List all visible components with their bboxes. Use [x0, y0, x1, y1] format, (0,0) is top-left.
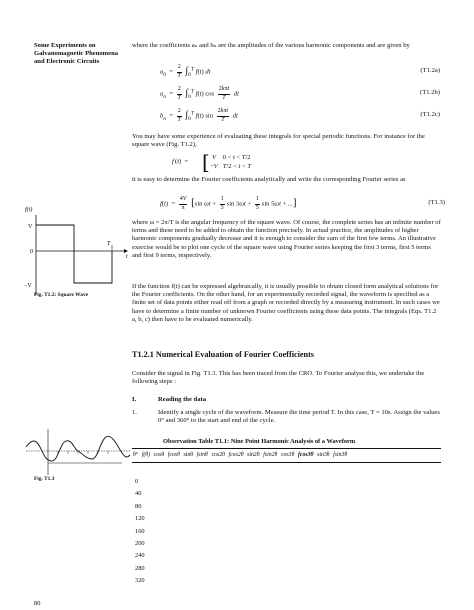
eqno-t12c: (T1.2c) [420, 111, 440, 118]
eqno-t12a: (T1.2a) [420, 67, 440, 74]
omega-paragraph: where ω = 2π/T is the angular frequency of the square wave. Of course, the complete series has an infinite number of terms and these need to be added to obtain the function precisely. In actual practice, the amplitudes of higher harmonic components gradually decrease and it is enough to consider the sum of the first few terms. An illustrative exercise would be to plot one cycle of the square wave using Fourier series keeping the first 3 terms, first 5 terms and first 9 terms, respectively. [132, 219, 441, 259]
integrals-paragraph: You may have some experience of evaluating these integrals for special periodic functions. For instance for the square wave (Fig. T1.2), [132, 133, 425, 149]
square-wave-figure [22, 205, 132, 325]
table-header-cell: fsinθ [196, 452, 208, 458]
step-number: I. [132, 396, 137, 403]
step-title: Reading the data [158, 396, 206, 403]
table-header-rule [132, 462, 441, 463]
equation-bn: $b_n$ = $\frac{2}{T}$ $\int_0^T$ f(t) sin $\frac{\text{2kπt}}{T}$ dt (T1.2c) [160, 108, 440, 123]
equation-piecewise: f (t) = [ V 0 < t < T/2 −V T/2 < t < T [172, 150, 252, 174]
sq-t-period-label: T [107, 241, 111, 247]
table-header-cell: cos2θ [211, 452, 225, 458]
table-header-row [132, 452, 350, 459]
sq-v-label: V [28, 224, 33, 230]
sq-zero-label: 0 [30, 249, 33, 255]
table-row: 200 [135, 540, 145, 547]
table-header-cell: fcos2θ [228, 452, 244, 458]
table-title: Observation Table T1.1: Nine Point Harmonic Analysis of a Waveform [163, 438, 356, 445]
fig-t12-caption: Fig. T1.2: Square Wave [34, 292, 89, 298]
sq-t-axis-label: t [126, 254, 128, 260]
table-header-cell: f(θ) [141, 452, 151, 458]
page-number: 80 [34, 600, 41, 607]
table-row: 240 [135, 552, 145, 560]
table-top-rule [132, 448, 441, 449]
sq-f-label: f(t) [25, 207, 33, 213]
table-header-cell: sinθ [183, 452, 194, 458]
table-row: 40 [135, 490, 142, 498]
intro-paragraph: where the coefficients aₙ and bₙ are the amplitudes of the various harmonic components and are given by [132, 42, 410, 49]
equation-a0: $a_0$ = $\frac{2}{T}$ $\int_0^T$ f(t) dt (T1.2a) [160, 64, 440, 79]
easy-paragraph: it is easy to determine the Fourier coefficients analytically and write the corresponding Fourier series as [132, 176, 406, 183]
sidebar-chapter-title: Some Experiments on Galvanomagnetic Phenomena and Electronic Circuits [34, 42, 119, 66]
table-row: 280 [135, 564, 145, 572]
equation-series: f(t) = $\frac{4V}{\pi}$ [sin ωt + $\frac{1}{3}$ sin 3ωt + $\frac{1}{5}$ sin 5ωt + ...] (T1.3) [160, 196, 445, 211]
table-header-cell: fcos3θ [297, 452, 314, 458]
equation-an: $a_n$ = $\frac{2}{T}$ $\int_0^T$ f(t) cos $\frac{\text{2kπt}}{T}$ dt (T1.2b) [160, 86, 440, 101]
table-row: 160 [135, 527, 145, 535]
table-row: 0 [135, 478, 139, 485]
table-header-cell: θ° [133, 452, 139, 458]
eqno-t13: (T1.3) [428, 199, 445, 206]
table-header-cell: fsin3θ [333, 452, 348, 458]
item-number: 1. [132, 409, 137, 416]
table-header-cell: fsin2θ [263, 452, 278, 458]
closed-form-paragraph: If the function f(t) can be expressed algebraically, it is usually possible to obtain closed form analytical solutions for the Fourier coefficients. On the other hand, for an experimentally recorded signal, the waveform is specified as a finite set of data points either read off from a graph or recorded directly by a measuring instrument. In such cases we have to determine a finite number of unknown Fourier coefficients using these data points. The integrals (Eqs. T1.2 a, b, c) then have to be evaluated numerically. [132, 283, 440, 323]
sq-negv-label: −V [24, 283, 32, 289]
table-row: 320 [135, 577, 145, 585]
table-header-cell: cos3θ [280, 452, 295, 458]
section-heading: T1.2.1 Numerical Evaluation of Fourier Coefficients [132, 350, 314, 359]
table-header-cell: cosθ [153, 452, 165, 458]
eqno-t12b: (T1.2b) [420, 89, 440, 96]
table-header-cell: fcosθ [167, 452, 180, 458]
observation-table [132, 452, 350, 459]
table-row: 120 [135, 515, 145, 523]
fig-t13-caption: Fig. T1.3 [34, 476, 55, 482]
consider-paragraph: Consider the signal in Fig. T1.3. This has been traced from the CRO. To Fourier analyse this, we undertake the following steps : [132, 370, 425, 386]
item-text: Identify a single cycle of the waveform. Measure the time period T. In this case, T = 10s. Assign the values 0° and 360° to the start and end of the cycle. [158, 409, 440, 425]
table-header-cell: sin2θ [247, 452, 260, 458]
table-header-cell: sin3θ [317, 452, 330, 458]
table-row: 80 [135, 502, 142, 510]
